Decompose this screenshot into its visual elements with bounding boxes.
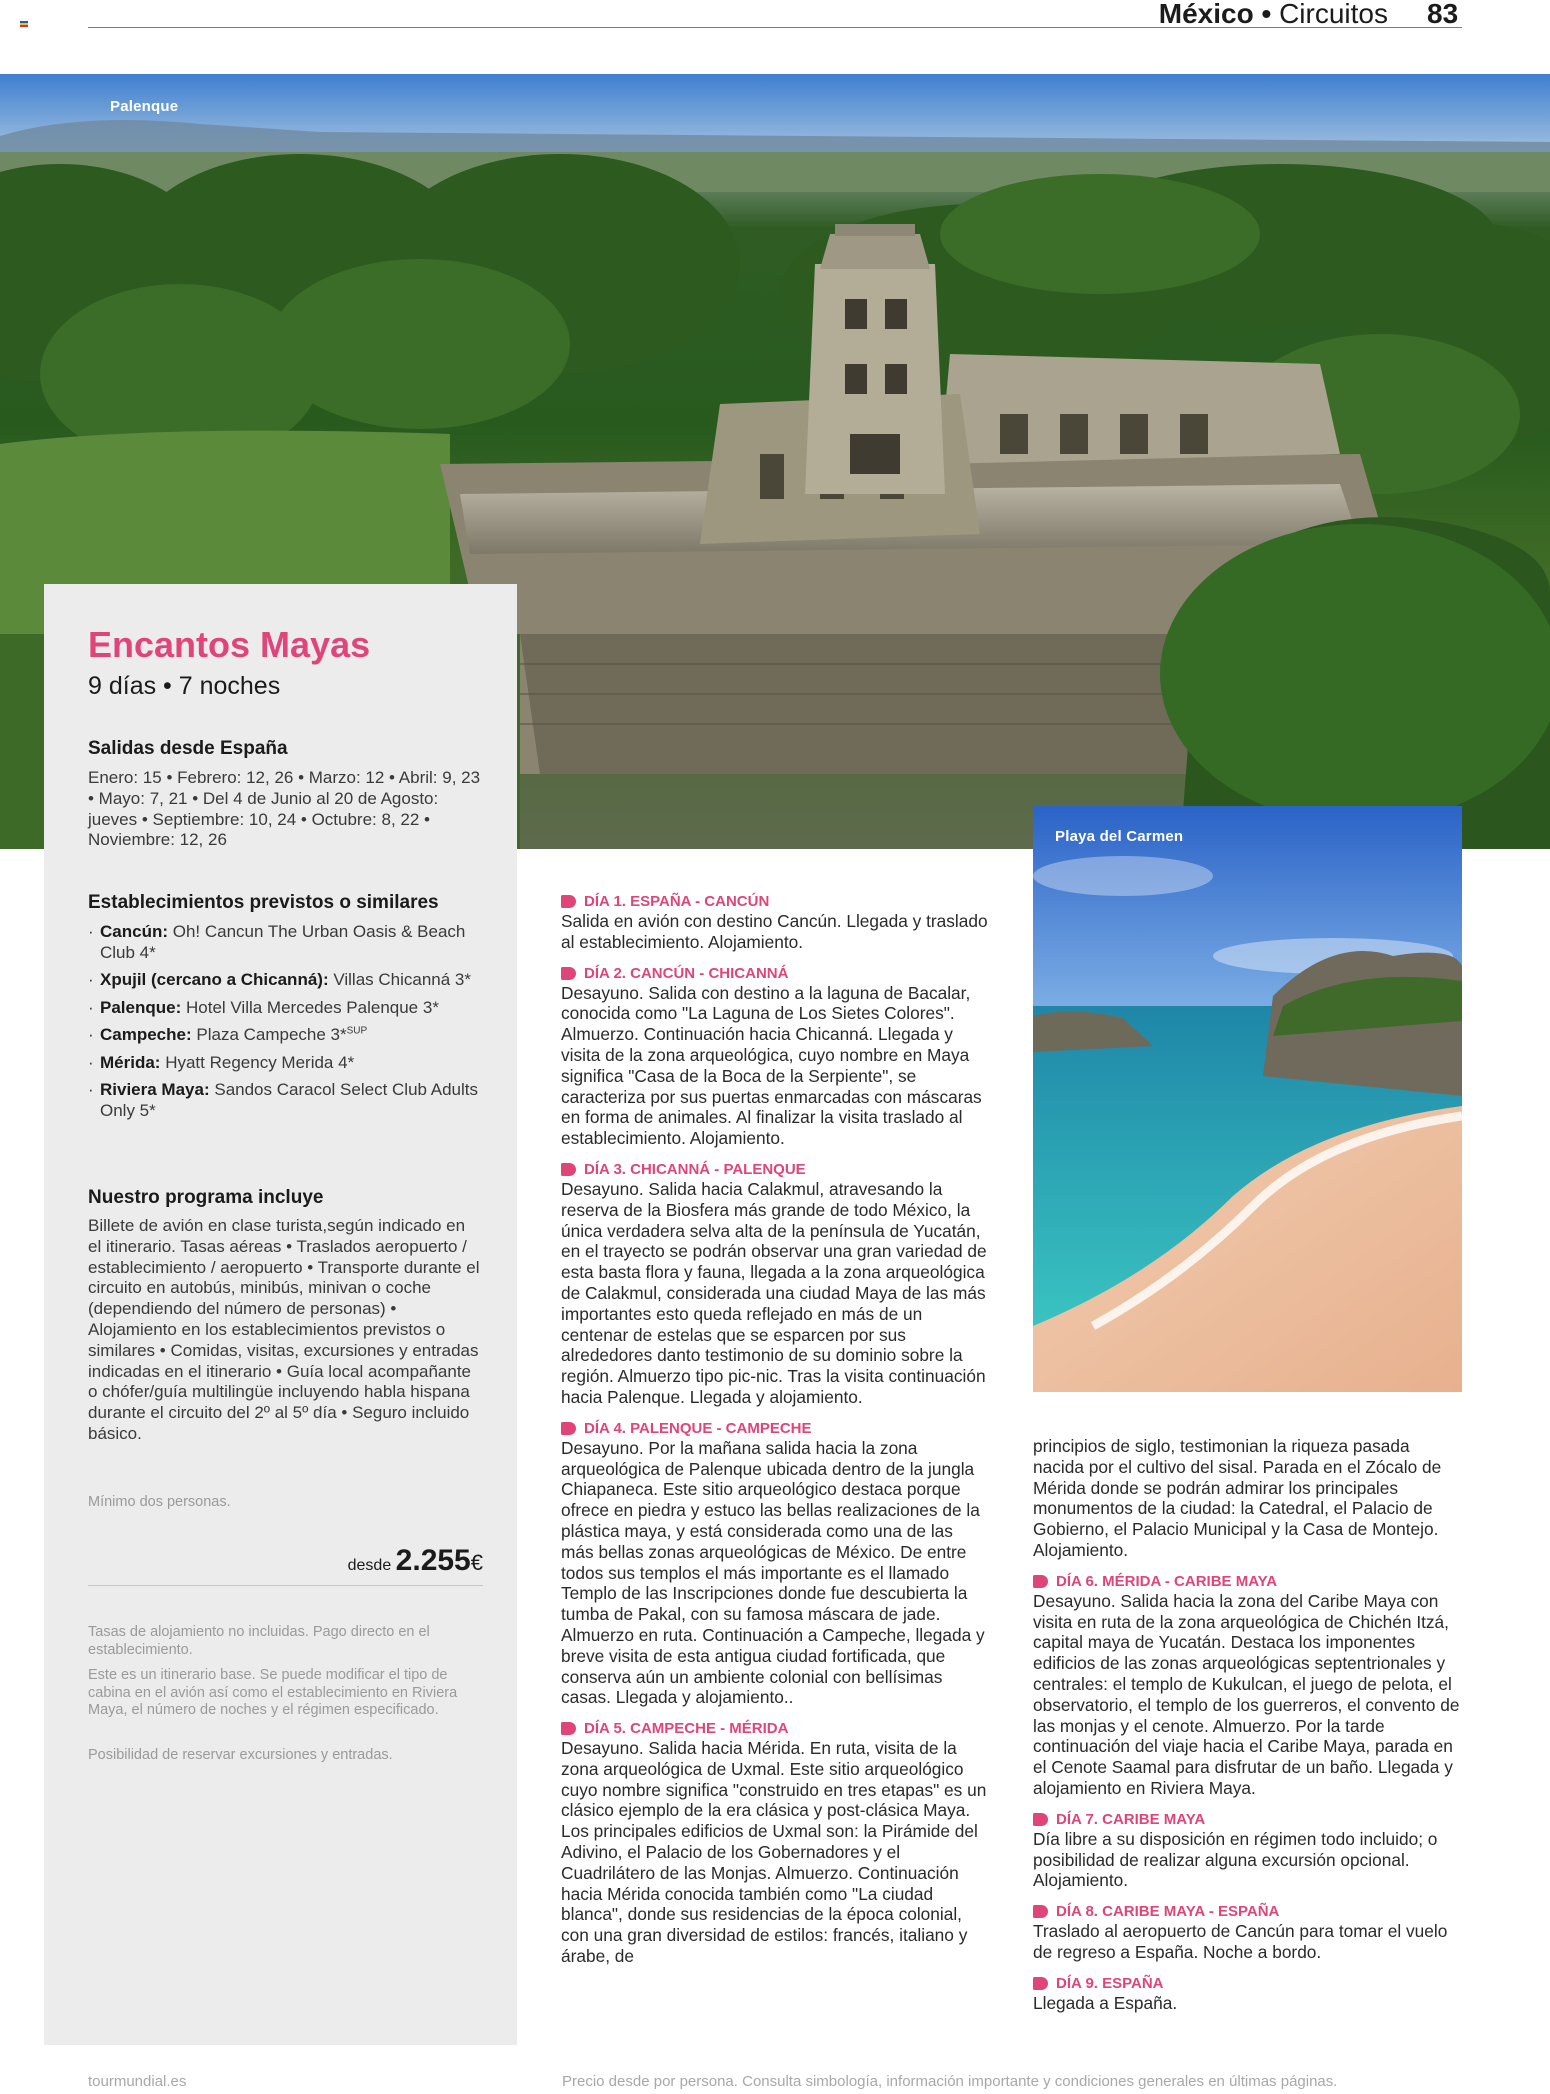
day-1-text: Salida en avión con destino Cancún. Llegada y traslado al establecimiento. Alojamiento. <box>561 911 988 952</box>
departures-text: Enero: 15 • Febrero: 12, 26 • Marzo: 12 • Abril: 9, 23 • Mayo: 7, 21 • Del 4 de Junio al 20 de Agosto: jueves • Septiembre: 10, 24 • Octubre: 8, 22 • Noviembre: 12, 26 <box>88 768 481 850</box>
beach-photo-playa-del-carmen <box>1033 806 1462 1392</box>
footer-website: tourmundial.es <box>88 2073 187 2090</box>
flag-icon <box>20 21 28 27</box>
note-excursions: Posibilidad de reservar excursiones y entradas. <box>88 1747 393 1763</box>
trip-duration: 9 días • 7 noches <box>88 672 281 700</box>
day-5-continuation: principios de siglo, testimonian la riqueza pasada nacida por el cultivo del sisal. Parada en el Zócalo de Mérida donde se podrán admirar los principales monumentos de la ciudad: la Catedral, el Palacio de Gobierno, el Palacio Municipal y la Casa de Montejo. Alojamiento. <box>1033 1436 1442 1560</box>
day-8-title: DÍA 8. CARIBE MAYA - ESPAÑA <box>1033 1902 1462 1921</box>
beach-photo-caption: Playa del Carmen <box>1055 828 1184 845</box>
note-itinerary-base: Este es un itinerario base. Se puede modificar el tipo de cabina en el avión así como el establecimiento en Riviera Maya, el número de noches y el régimen especificado. <box>88 1667 458 1718</box>
itinerary-column-right <box>1033 1436 1462 2014</box>
beach-illustration <box>1033 806 1462 1392</box>
price-block <box>88 1544 483 1578</box>
day-9-text: Llegada a España. <box>1033 1992 1178 2013</box>
hotel-item: · Xpujil (cercano a Chicanná): Villas Chicanná 3* <box>88 970 483 991</box>
hero-photo-caption: Palenque <box>110 98 179 115</box>
includes-heading: Nuestro programa incluye <box>88 1187 324 1208</box>
day-2-title: DÍA 2. CANCÚN - CHICANNÁ <box>561 964 990 983</box>
hotel-item: · Cancún: Oh! Cancun The Urban Oasis & Beach Club 4* <box>88 922 483 963</box>
footer-disclaimer: Precio desde por persona. Consulta simbología, información importante y condiciones generales en últimas páginas. <box>562 2073 1338 2090</box>
hotel-item: · Palenque: Hotel Villa Mercedes Palenque 3* <box>88 998 483 1019</box>
day-7-title: DÍA 7. CARIBE MAYA <box>1033 1810 1462 1829</box>
superior-tag: SUP <box>346 1025 368 1037</box>
day-8-text: Traslado al aeropuerto de Cancún para tomar el vuelo de regreso a España. Noche a bordo. <box>1033 1921 1448 1962</box>
departures-heading: Salidas desde España <box>88 738 288 759</box>
note-taxes: Tasas de alojamiento no incluidas. Pago directo en el establecimiento. <box>88 1624 430 1658</box>
hotels-list <box>88 922 483 1128</box>
page-header-title <box>1159 0 1388 28</box>
header-section: Circuitos <box>1279 0 1388 29</box>
day-3-text: Desayuno. Salida hacia Calakmul, atravesando la reserva de la Biosfera más grande de todo México, la única verdadera selva alta de la península de Yucatán, en el trayecto se podrán observar una gran variedad de esta basta flora y fauna, llegada a la zona arqueológica de Calakmul, considerada una ciudad Maya de las más importantes esto queda reflejado en más de un centenar de estelas que se esparcen por sus alrededores danto testimonio de su dominio sobre la región. Almuerzo tipo pic-nic. Tras la visita continuación hacia Palenque. Llegada y alojamiento. <box>561 1178 987 1407</box>
hotel-item: · Mérida: Hyatt Regency Merida 4* <box>88 1053 483 1074</box>
price-value: 2.255 <box>395 1544 471 1577</box>
itinerary-column-left <box>561 892 990 1967</box>
trip-title: Encantos Mayas <box>88 624 371 665</box>
day-9-title: DÍA 9. ESPAÑA <box>1033 1974 1462 1993</box>
day-6-text: Desayuno. Salida hacia la zona del Caribe Maya con visita en ruta de la zona arqueológica de Chichén Itzá, capital maya de Yucatán. Destaca los imponentes edificios de las zonas arqueológicas septentrionales y centrales: el templo de Kukulcan, el juego de pelota, el observatorio, el templo de los guerreros, el convento de las monjas y el cenote. Almuerzo. Por la tarde continuación del viaje hacia el Caribe Maya, parada en el Cenote Saamal para disfrutar de un baño. Llegada y alojamiento en Riviera Maya. <box>1033 1590 1460 1798</box>
header-country: México <box>1158 0 1254 29</box>
trip-info-panel <box>44 584 517 2045</box>
price-currency: € <box>470 1550 483 1575</box>
day-4-text: Desayuno. Por la mañana salida hacia la zona arqueológica de Palenque ubicada dentro de la jungla Chiapaneca. Este sitio arqueológico destaca porque ofrece en piedra y estuco las bellas realizaciones de la plástica maya, y está considerada como una de las más bellas zonas arqueológicas de México. De entre todos sus templos el más importante es el llamado Templo de las Inscripciones donde fue descubierta la tumba de Pakal, con su famosa máscara de jade. Almuerzo en ruta. Continuación a Campeche, llegada y breve visita de esta antigua ciudad fortificada, que conserva aún un ambiente colonial con bellísimas casas. Llegada y alojamiento.. <box>561 1437 985 1708</box>
price-from-label: desde <box>347 1557 392 1574</box>
minimum-note: Mínimo dos personas. <box>88 1494 231 1510</box>
header-separator: • <box>1261 0 1272 29</box>
includes-text: Billete de avión en clase turista,según indicado en el itinerario. Tasas aéreas • Traslados aeropuerto / establecimiento / aeropuerto • Transporte durante el circuito en autobús, minibús, minivan o coche (dependiendo del número de personas) • Alojamiento en los establecimientos previstos o similares • Comidas, visitas, excursiones y entradas indicadas en el itinerario • Guía local acompañante o chófer/guía multilingüe incluyendo habla hispana durante el circuito del 2º al 5º día • Seguro incluido básico. <box>88 1216 480 1443</box>
price-divider <box>88 1585 483 1586</box>
day-2-text: Desayuno. Salida con destino a la laguna de Bacalar, conocida como "La Laguna de Los Sietes Colores". Almuerzo. Continuación hacia Chicanná. Llegada y visita de la zona arqueológica, cuyo nombre en Maya significa "Casa de la Boca de la Serpiente", se caracteriza por sus puertas enmarcadas con máscaras en forma de animales. Al finalizar la visita traslado al establecimiento. Alojamiento. <box>561 982 982 1149</box>
day-3-title: DÍA 3. CHICANNÁ - PALENQUE <box>561 1160 990 1179</box>
day-1-title: DÍA 1. ESPAÑA - CANCÚN <box>561 892 990 911</box>
hotel-item: · Campeche: Plaza Campeche 3*$^{SUP}$ <box>88 1025 483 1046</box>
hotel-item: · Riviera Maya: Sandos Caracol Select Club Adults Only 5* <box>88 1080 483 1121</box>
day-7-text: Día libre a su disposición en régimen todo incluido; o posibilidad de realizar alguna excursión opcional. Alojamiento. <box>1033 1828 1438 1891</box>
page-number: 83 <box>1427 0 1459 29</box>
day-5-title: DÍA 5. CAMPECHE - MÉRIDA <box>561 1719 990 1738</box>
day-5-text: Desayuno. Salida hacia Mérida. En ruta, visita de la zona arqueológica de Uxmal. Este sitio arqueológico cuyo nombre significa "construido en tres etapas" es un clásico ejemplo de la era clásica y post-clásica Maya. Los principales edificios de Uxmal son: la Pirámide del Adivino, el Palacio de los Gobernadores y el Cuadrilátero de las Monjas. Almuerzo. Continuación hacia Mérida conocida también como "La ciudad blanca", donde sus residencias de la época colonial, con una gran diversidad de estilos: francés, italiano y árabe, de <box>561 1738 987 1967</box>
hotels-heading: Establecimientos previstos o similares <box>88 892 439 913</box>
day-4-title: DÍA 4. PALENQUE - CAMPECHE <box>561 1419 990 1438</box>
day-6-title: DÍA 6. MÉRIDA - CARIBE MAYA <box>1033 1572 1462 1591</box>
